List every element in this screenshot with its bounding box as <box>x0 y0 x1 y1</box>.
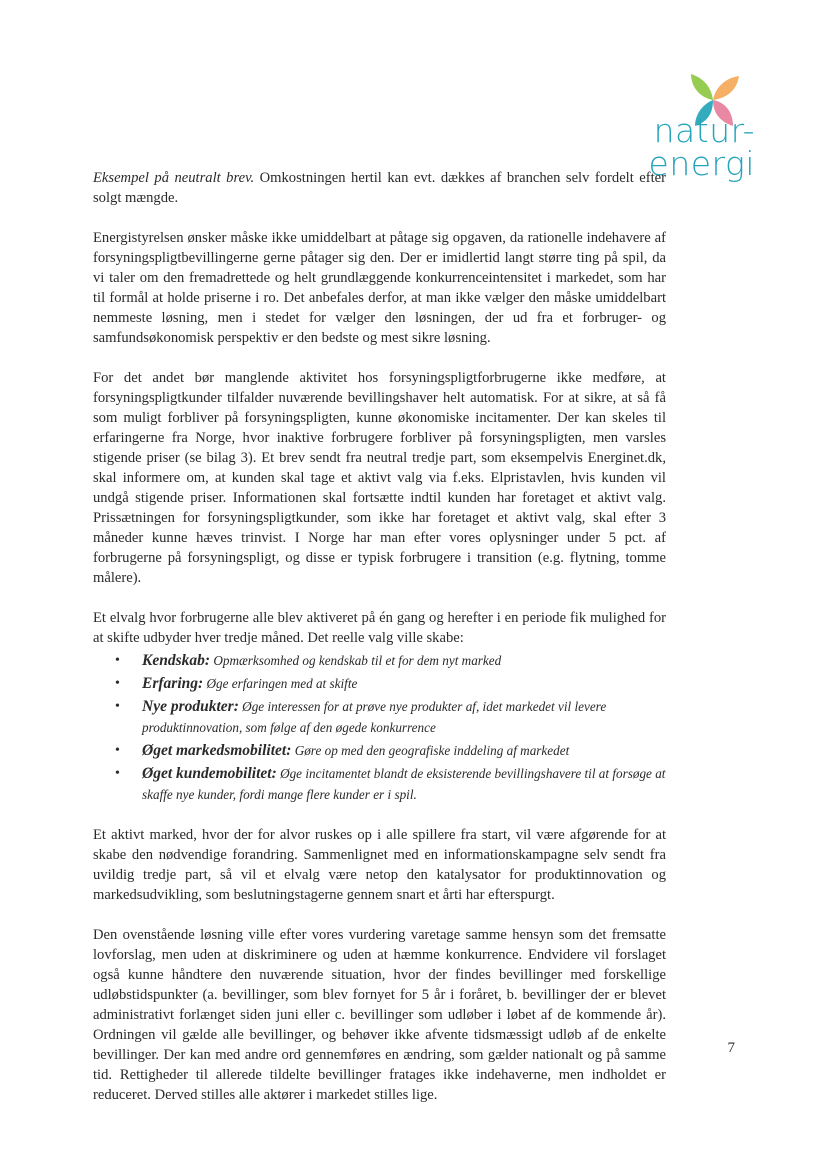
benefits-list <box>93 650 666 805</box>
bullet-dot: • <box>115 766 120 781</box>
list-item-text: Øge erfaringen med at skifte <box>203 676 358 691</box>
list-item-term: Nye produkter: <box>142 698 239 715</box>
page-number: 7 <box>727 1040 735 1056</box>
bullet-dot: • <box>115 653 120 668</box>
list-item <box>93 740 666 761</box>
paragraph-6: Den ovenstående løsning ville efter vores vurdering varetage samme hensyn som det fremsatte lovforslag, men uden at diskriminere og uden at hæmme konkurrence. Endvidere vil forslaget også kunne håndtere den nuværende situation, hvor der findes bevillinger med forskellige udløbstidspunkter (a. bevillinger, som blev fornyet for 5 år i foråret, b. bevillinger der er blevet administrativt forlænget siden juni eller c. bevillinger som udløber i løbet af de kommende år). Ordningen vil gælde alle bevillinger, og behøver ikke afvente tidsmæssigt udløb af de enkelte bevillinger. Der kan med andre ord gennemføres en ændring, som gælder nationalt og på samme tid. Rettigheder til allerede tildelte bevillinger fratages ikke indehaverne, men indholdet er reduceret. Derved stilles alle aktører i markedet stilles lige. <box>93 927 666 1103</box>
list-item-text: Øge incitamentet blandt de eksisterende bevillingshavere til at forsøge at skaffe nye kunder, fordi mange flere kunder er i spil. <box>142 766 666 802</box>
list-item-text: Opmærksomhed og kendskab til et for dem nyt marked <box>210 653 502 668</box>
natur-energi-logo <box>565 68 755 183</box>
list-item-term: Erfaring: <box>142 675 204 692</box>
paragraph-3: For det andet bør manglende aktivitet hos forsyningspligtforbrugerne ikke medføre, at forsyningspligtkunder tilfalder nuværende bevillingshaver helt automatisk. For at sikre, at så få som muligt forbliver på forsyningspligten, kunne økonomiske incitamenter. Der kan skeles til erfaringerne fra Norge, hvor inaktive forbrugere forbliver på forsyningspligten, men varsles stigende priser (se bilag 3). Et brev sendt fra neutral tredje part, som eksempelvis Energinet.dk, skal informere om, at kunden skal tage et aktivt valg via f.eks. Elpristavlen, hvis kunden vil undgå stigende priser. Informationen skal fortsætte indtil kunden har foretaget et aktivt valg. Prissætningen for forsyningspligtkunder, som ikke har foretaget et aktivt valg, skal efter 3 måneder kunne hæves trinvist. I Norge har man efter vores oplysninger under 5 pct. af forbrugerne på forsyningspligt, og disse er typisk forbrugere i transition (e.g. flytning, tomme målere). <box>93 370 666 586</box>
logo-wordmark: natur-energi <box>648 111 755 183</box>
bullet-dot: • <box>115 676 120 691</box>
paragraph-1-lead: Eksempel på neutralt brev. <box>93 170 255 186</box>
list-item <box>93 696 666 738</box>
paragraph-4: Et elvalg hvor forbrugerne alle blev aktiveret på én gang og herefter i en periode fik mulighed for at skifte udbyder hver tredje måned. Det reelle valg ville skabe: <box>93 610 666 646</box>
body-text <box>93 168 666 1125</box>
list-item <box>93 673 666 694</box>
list-item-term: Øget markedsmobilitet: <box>142 742 292 759</box>
bullet-dot: • <box>115 699 120 714</box>
list-item-text: Gøre op med den geografiske inddeling af markedet <box>291 743 570 758</box>
paragraph-1 <box>93 168 666 208</box>
list-item-term: Øget kundemobilitet: <box>142 765 277 782</box>
list-item <box>93 763 666 805</box>
list-item-text: Øge interessen for at prøve nye produkter af, idet markedet vil levere produktinnovation, som følge af den øgede konkurrence <box>142 699 607 735</box>
list-item-term: Kendskab: <box>142 652 211 669</box>
paragraph-2: Energistyrelsen ønsker måske ikke umiddelbart at påtage sig opgaven, da rationelle indehavere af forsyningspligtbevillingerne gerne påtager sig den. Der er imidlertid langt større ting på spil, da vi taler om den fremadrettede og helt grundlæggende konkurrenceintensitet i markedet, som har til formål at holde priserne i ro. Det anbefales derfor, at man ikke vælger den måske umiddelbart nemmeste løsning, men i stedet for vælger den løsningen, der ud fra et forbruger- og samfundsøkonomisk perspektiv er den bedste og mest sikre løsning. <box>93 230 666 346</box>
bullet-dot: • <box>115 743 120 758</box>
list-item <box>93 650 666 671</box>
paragraph-5: Et aktivt marked, hvor der for alvor ruskes op i alle spillere fra start, vil være afgørende for at skabe den nødvendige forandring. Sammenlignet med en informationskampagne selv sendt fra uvildig tredje part, så vil et elvalg være netop den katalysator for produktinnovation og markedsudvikling, som beslutningstagerne gennem snart et årti har efterspurgt. <box>93 827 666 903</box>
paragraph-1-rest: Omkostningen hertil kan evt. dækkes af branchen selv fordelt efter solgt mængde. <box>93 170 666 206</box>
